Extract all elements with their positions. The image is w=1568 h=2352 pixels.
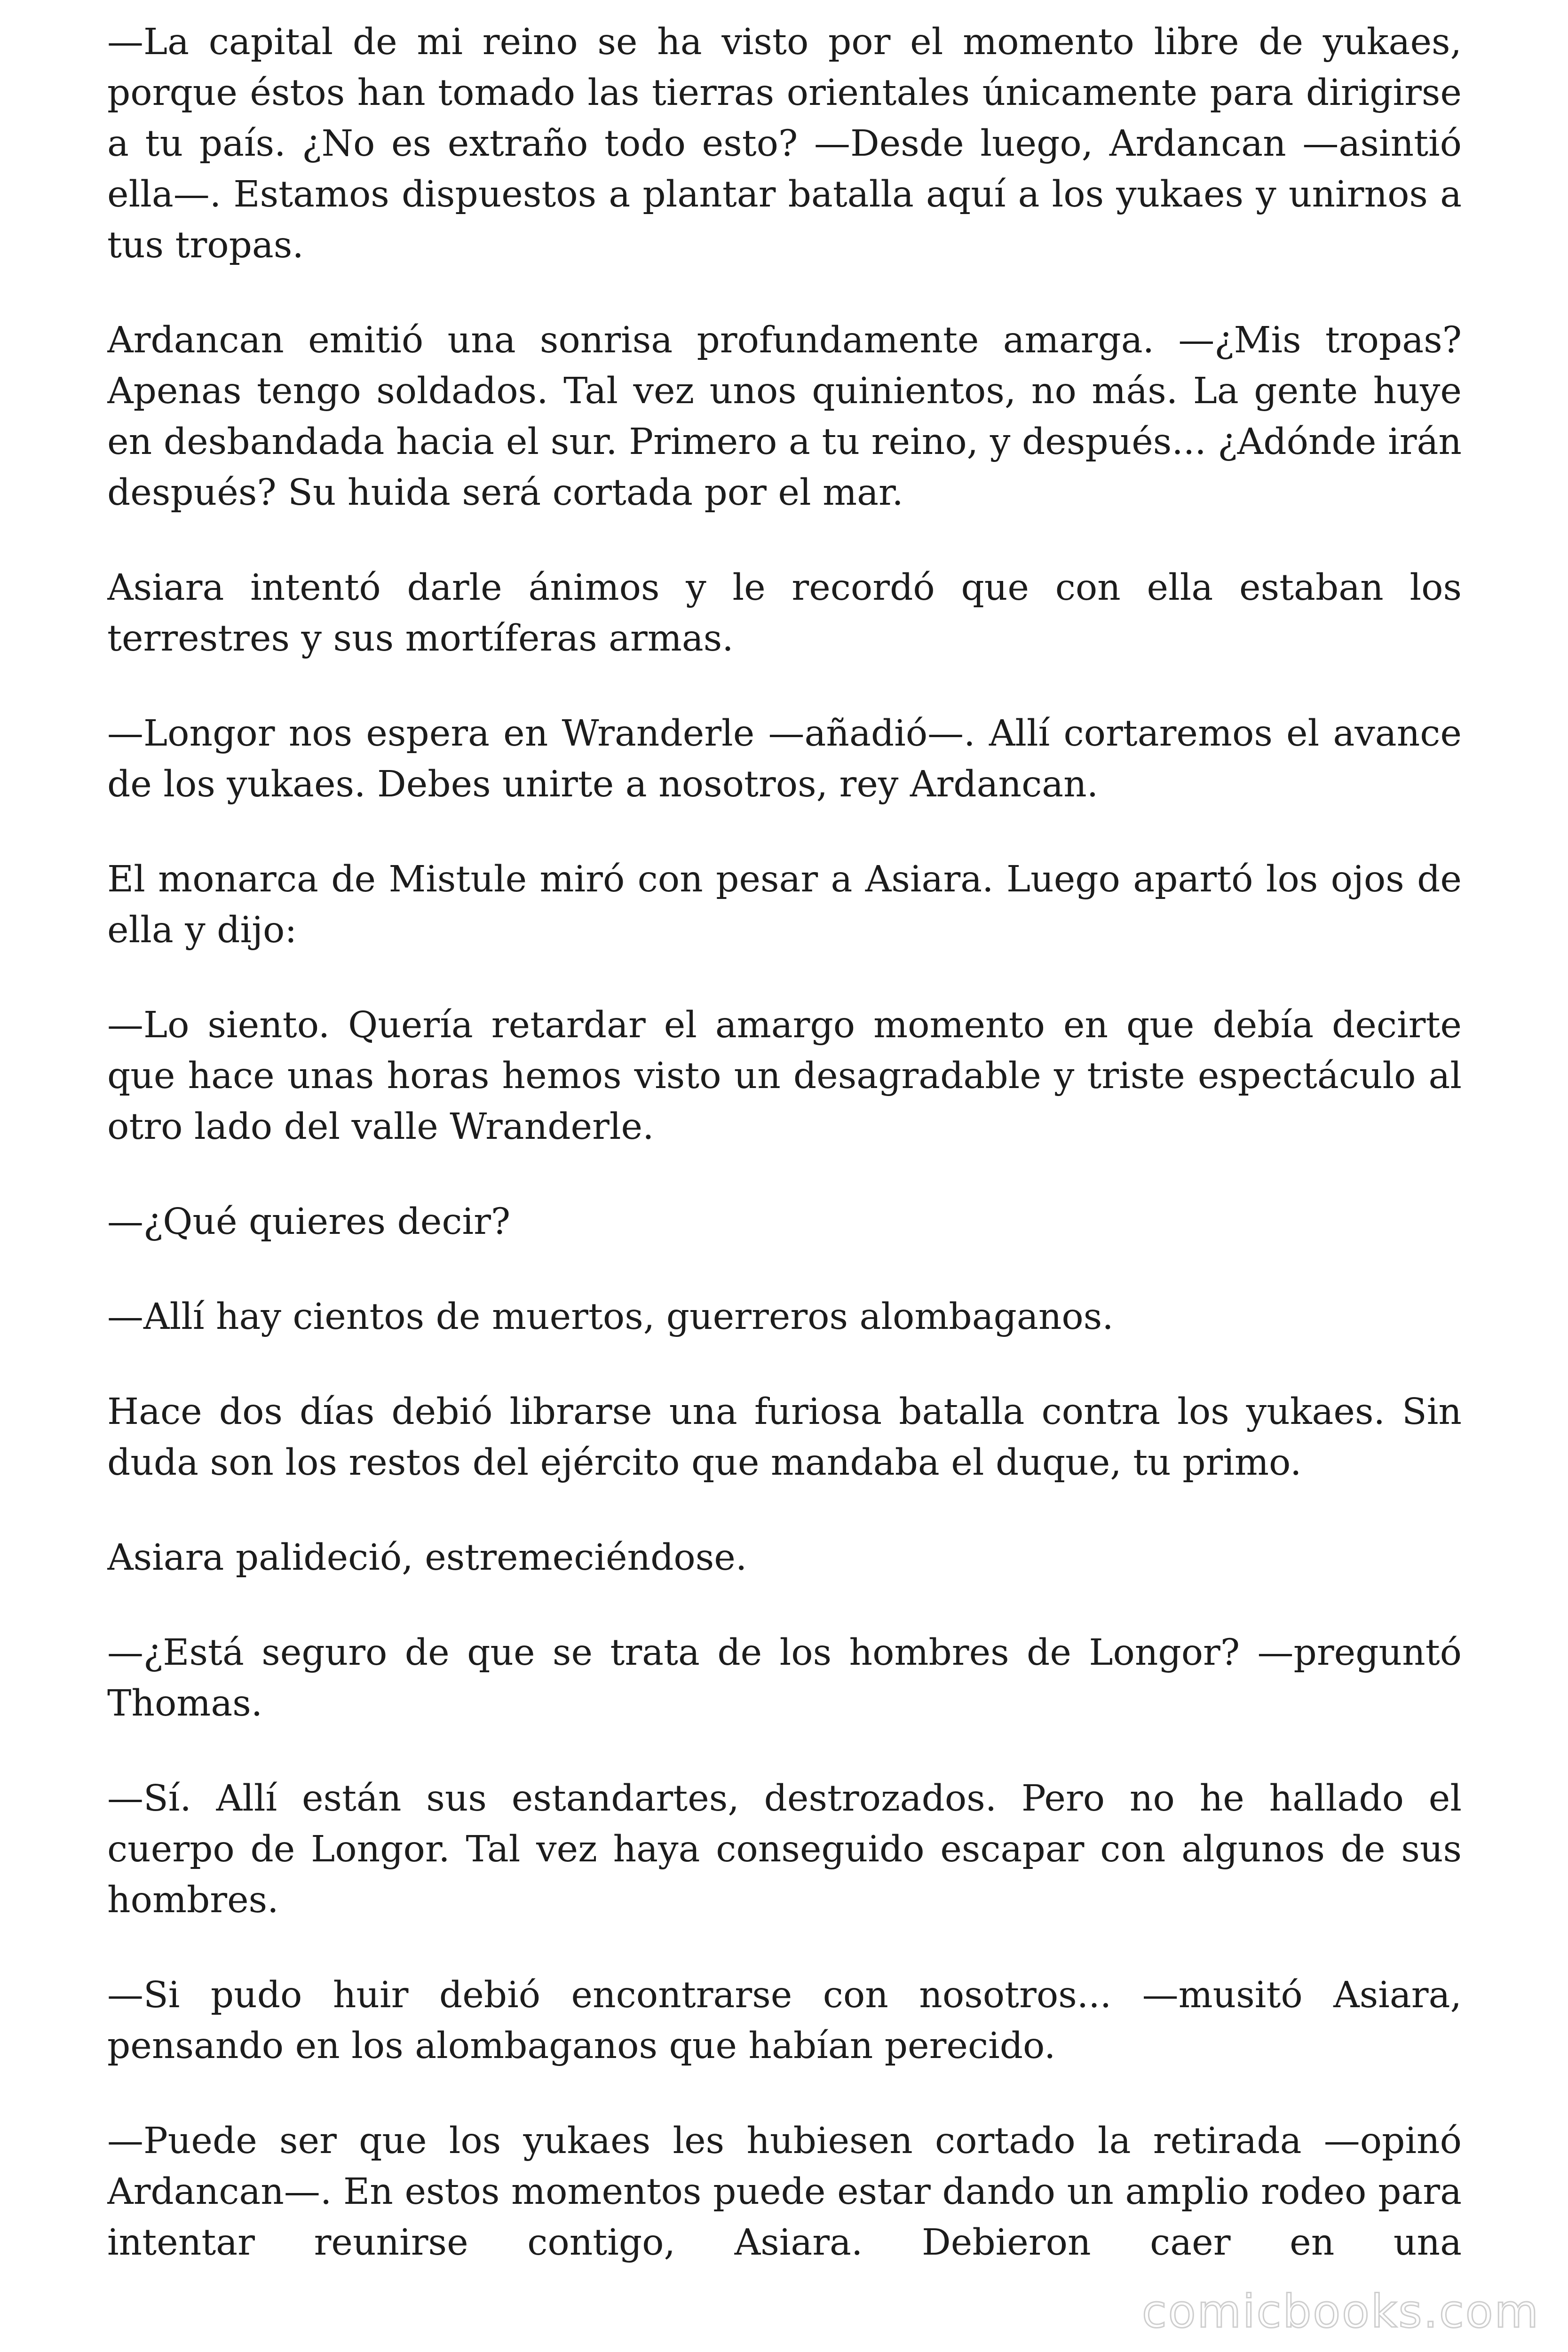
paragraph: —La capital de mi reino se ha visto por el momento libre de yukaes, porque éstos han tomado las tierras orientales únicamente para dirigirse a tu país. ¿No es extraño todo esto? —Desde luego, Ardancan —asintió ella—. Estamos dispuestos a plantar batalla aquí a los yukaes y unirnos a tus tropas.: [107, 21, 1462, 266]
paragraph: —Lo siento. Quería retardar el amargo momento en que debía decirte que hace unas horas hemos visto un desagradable y triste espectáculo al otro lado del valle Wranderle.: [107, 1004, 1462, 1148]
paragraph: —Sí. Allí están sus estandartes, destrozados. Pero no he hallado el cuerpo de Longor. Tal vez haya conseguido escapar con algunos de sus hombres.: [107, 1778, 1462, 1921]
paragraph: El monarca de Mistule miró con pesar a Asiara. Luego apartó los ojos de ella y dijo:: [107, 858, 1462, 951]
paragraph: —¿Qué quieres decir?: [107, 1201, 511, 1243]
paragraph: Ardancan emitió una sonrisa profundamente amarga. —¿Mis tropas? Apenas tengo soldados. Tal vez unos quinientos, no más. La gente huye en desbandada hacia el sur. Primero a tu reino, y después... ¿Adónde irán después? Su huida será cortada por el mar.: [107, 319, 1462, 514]
paragraph: Hace dos días debió librarse una furiosa batalla contra los yukaes. Sin duda son los restos del ejército que mandaba el duque, tu primo.: [107, 1391, 1462, 1484]
paragraph: —Allí hay cientos de muertos, guerreros alombaganos.: [107, 1296, 1114, 1338]
watermark: comicbooks.com: [1141, 2285, 1540, 2338]
paragraph: Asiara palideció, estremeciéndose.: [107, 1537, 747, 1579]
book-page: [107, 17, 1462, 2322]
paragraph: —Si pudo huir debió encontrarse con nosotros... —musitó Asiara, pensando en los alombaganos que habían perecido.: [107, 1974, 1462, 2067]
paragraph: —¿Está seguro de que se trata de los hombres de Longor? —preguntó Thomas.: [107, 1632, 1462, 1724]
paragraph: Asiara intentó darle ánimos y le recordó que con ella estaban los terrestres y sus mortíferas armas.: [107, 567, 1462, 660]
paragraph: —Puede ser que los yukaes les hubiesen cortado la retirada —opinó Ardancan—. En estos momentos puede estar dando un amplio rodeo para intentar reunirse contigo, Asiara. Debieron caer en una: [107, 2120, 1462, 2264]
paragraph: —Longor nos espera en Wranderle —añadió—. Allí cortaremos el avance de los yukaes. Debes unirte a nosotros, rey Ardancan.: [107, 713, 1462, 805]
